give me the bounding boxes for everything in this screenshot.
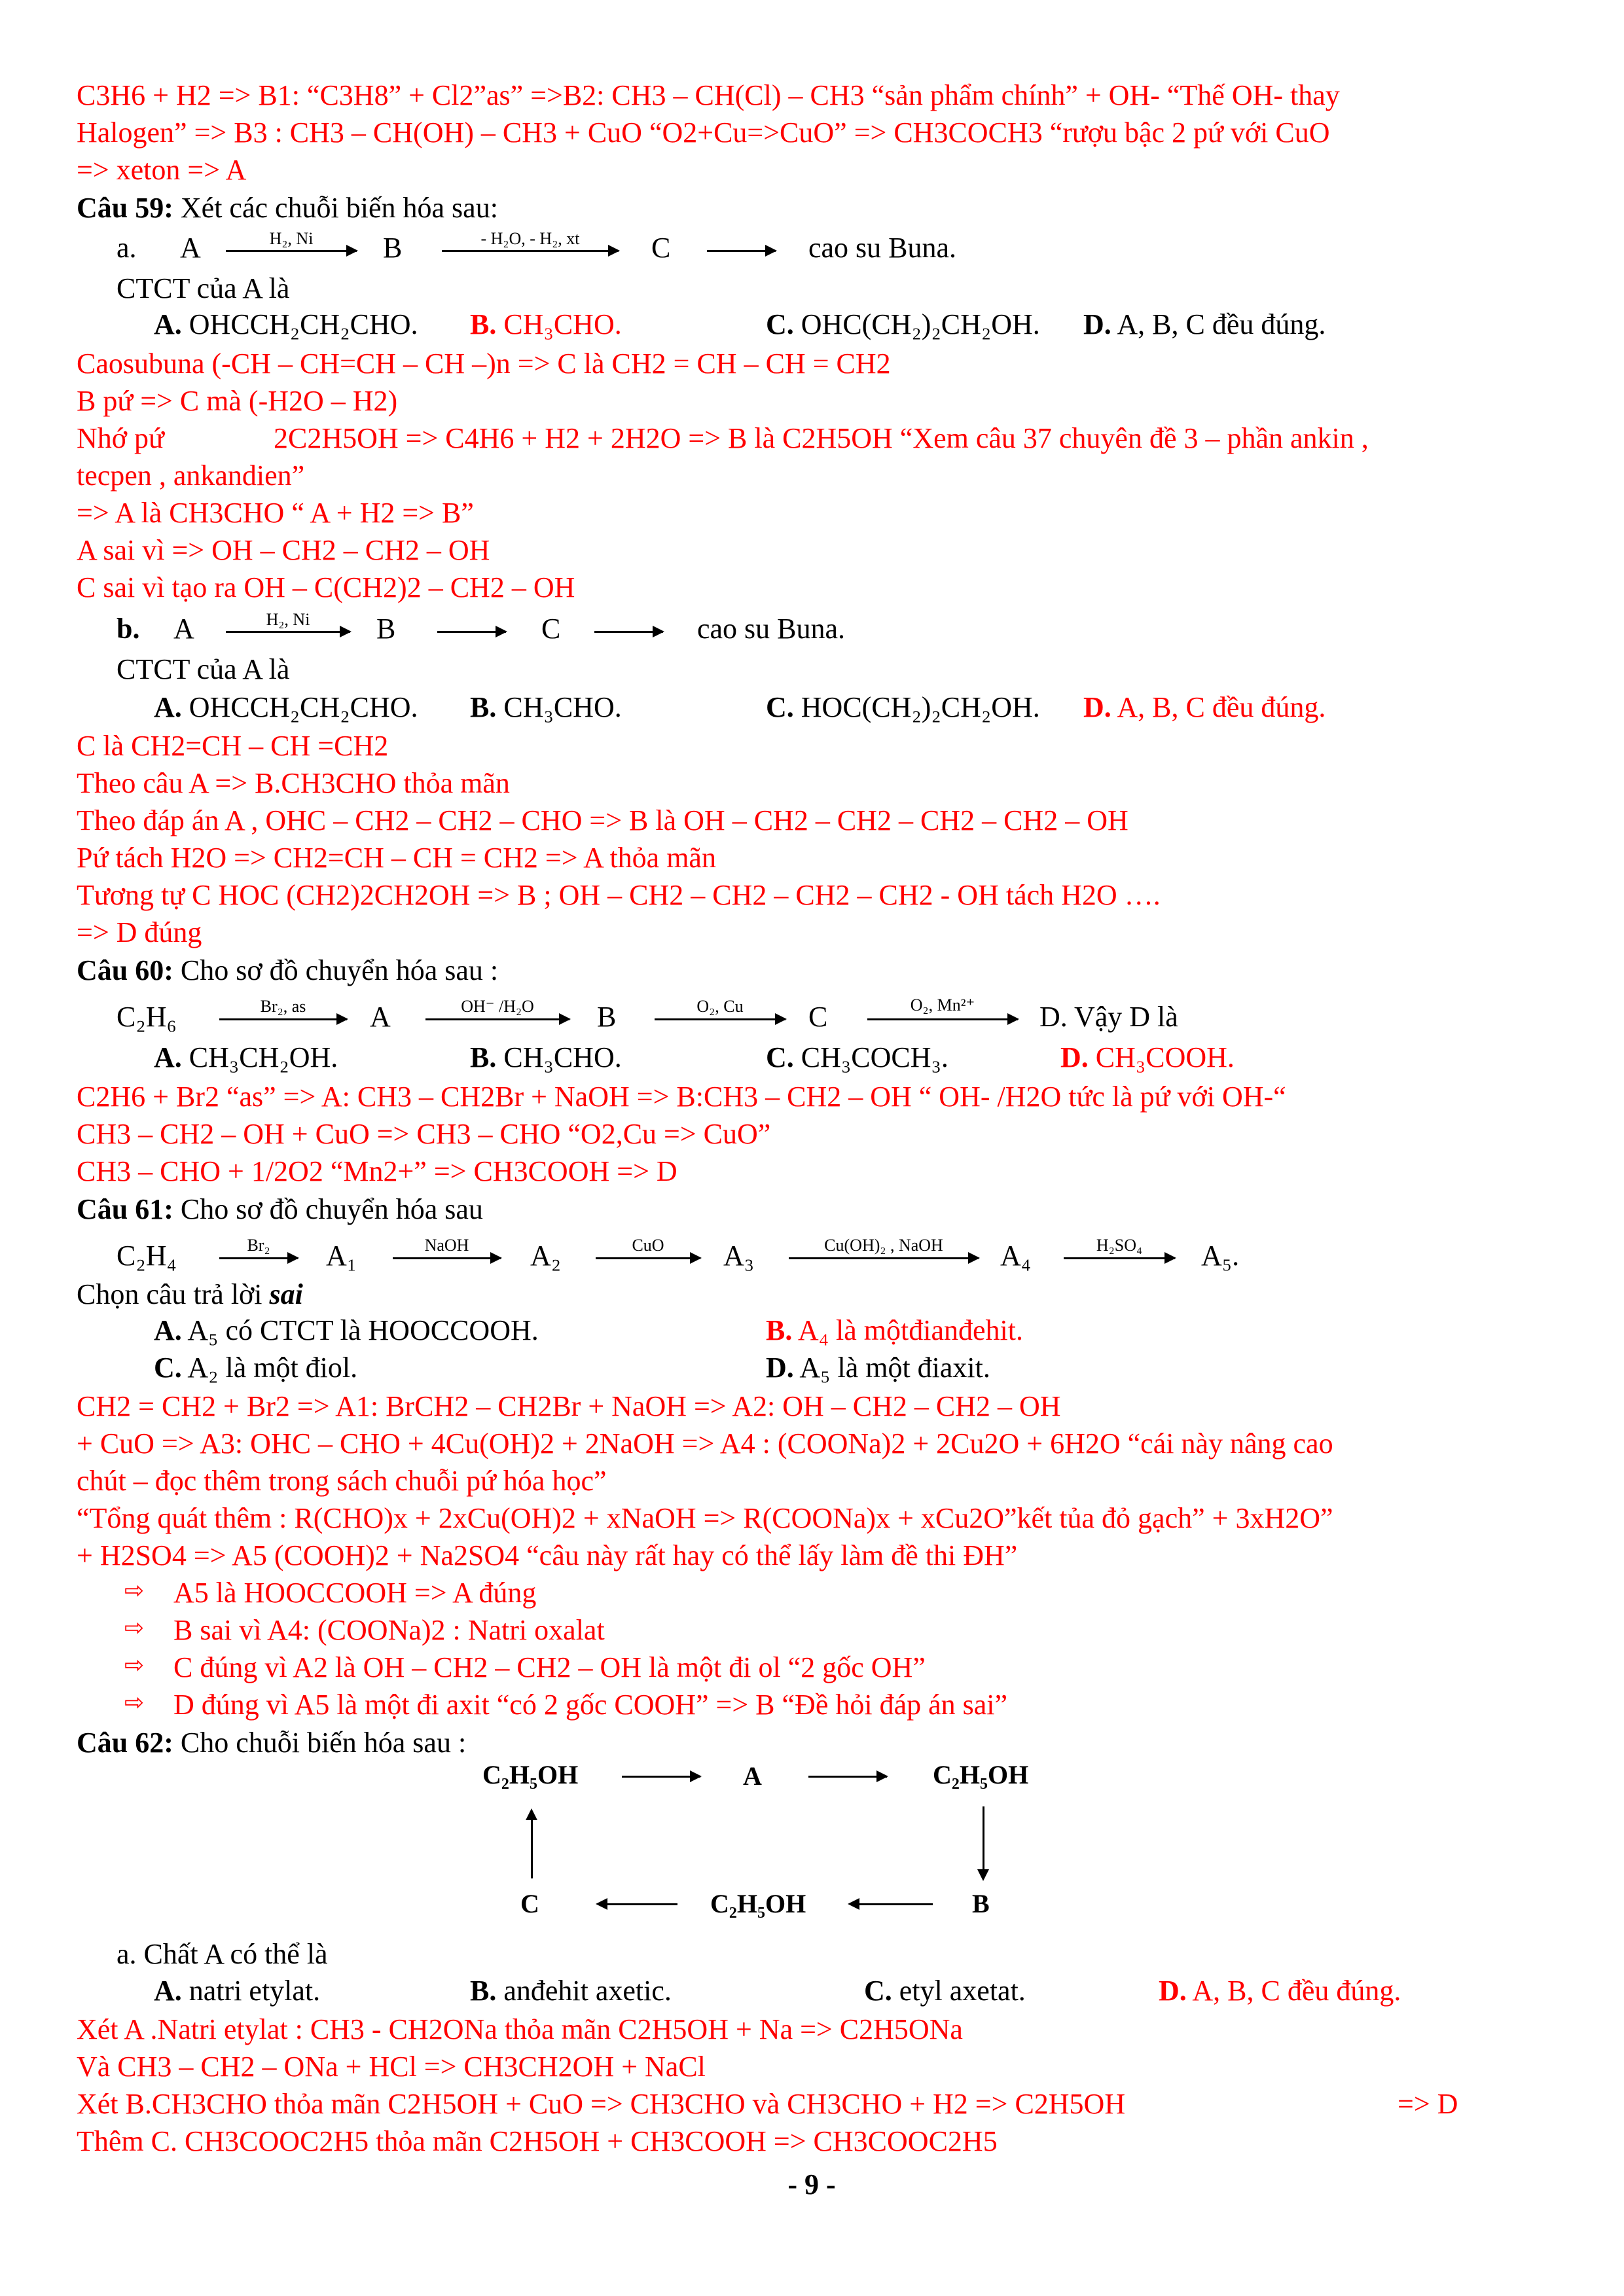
solution-line: Nhớ pứ: [77, 422, 164, 454]
reaction-arrow: [437, 631, 506, 633]
species-B: B: [376, 613, 396, 645]
solution-line: C2H6 + Br2 “as” => A: CH3 – CH2Br + NaOH => B:CH3 – CH2 – OH “ OH- /H2O tức là pứ với OH-“: [77, 1081, 1286, 1113]
arrow-bullet-icon: ⇨: [124, 1615, 145, 1641]
reaction-arrow: [707, 250, 776, 252]
solution-line: C sai vì tạo ra OH – C(CH2)2 – CH2 – OH: [77, 571, 575, 603]
species-A4: A₄: [1000, 1240, 1032, 1272]
arrow-condition: CuO: [632, 1236, 664, 1255]
node-A: A: [743, 1761, 762, 1791]
option-a: A. OHCCH₂CH₂CHO.: [154, 691, 418, 723]
solution-line: => D: [1398, 2088, 1458, 2120]
option-c: C. A₂ là một điol.: [154, 1352, 358, 1384]
question-label: Câu 60:: [77, 954, 173, 986]
option-d: D. A, B, C đều đúng.: [1083, 308, 1326, 340]
page-number: - 9 -: [787, 2168, 836, 2200]
question-62-heading: [77, 1725, 466, 1761]
option-a: A. OHCCH₂CH₂CHO.: [154, 308, 418, 340]
arrow-head-icon: [977, 1869, 989, 1881]
option-c: C. OHC(CH₂)₂CH₂OH.: [766, 308, 1040, 340]
arrow-condition: H₂, Ni: [269, 229, 314, 248]
species-A: A: [370, 1001, 391, 1033]
bullet-item: C đúng vì A2 là OH – CH2 – CH2 – OH là một đi ol “2 gốc OH”: [173, 1651, 926, 1683]
solution-line: 2C2H5OH => C4H6 + H2 + 2H2O => B là C2H5OH “Xem câu 37 chuyên đề 3 – phần ankin ,: [274, 422, 1369, 454]
arrow-bullet-icon: ⇨: [124, 1689, 145, 1716]
species-product: cao su Buna.: [697, 613, 846, 645]
cycle-arrow: [808, 1776, 887, 1778]
solution-line: => A là CH3CHO “ A + H2 => B”: [77, 497, 474, 529]
arrow-condition: O₂, Cu: [696, 997, 744, 1016]
solution-line: Thêm C. CH3COOC2H5 thỏa mãn C2H5OH + CH3COOH => CH3COOC2H5: [77, 2125, 998, 2157]
species-A2: A₂: [530, 1240, 562, 1272]
part-label: a.: [117, 232, 137, 264]
option-c: C. CH₃COCH₃.: [766, 1041, 948, 1073]
question-label: Câu 61:: [77, 1193, 173, 1225]
species-C: C: [808, 1001, 828, 1033]
solution-line: Tương tự C HOC (CH2)2CH2OH => B ; OH – CH2 – CH2 – CH2 – CH2 - OH tách H2O ….: [77, 879, 1161, 911]
solution-line: + H2SO4 => A5 (COOH)2 + Na2SO4 “câu này rất hay có thể lấy làm đề thi ĐH”: [77, 1539, 1018, 1571]
question-label: Câu 59:: [77, 192, 173, 224]
arrow-condition: Br₂, as: [260, 997, 306, 1016]
solution-line: A sai vì => OH – CH2 – CH2 – OH: [77, 534, 490, 566]
reaction-arrow: [219, 1257, 298, 1259]
node-B: B: [972, 1889, 990, 1918]
part-label: b.: [117, 613, 140, 645]
arrow-bullet-icon: ⇨: [124, 1652, 145, 1679]
arrow-condition: O₂, Mn²⁺: [910, 996, 975, 1014]
arrow-head-icon: [596, 1898, 607, 1910]
solution-line: “Tổng quát thêm : R(CHO)x + 2xCu(OH)2 + xNaOH => R(COONa)x + xCu2O”kết tủa đỏ gạch” + 3xH2O”: [77, 1502, 1333, 1534]
bullet-item: A5 là HOOCCOOH => A đúng: [173, 1577, 537, 1609]
cycle-arrow: [531, 1820, 533, 1878]
arrow-condition: - H₂O, - H₂, xt: [480, 229, 580, 248]
arrow-condition: H₂SO₄: [1096, 1236, 1143, 1255]
solution-line: Halogen” => B3 : CH3 – CH(OH) – CH3 + CuO “O2+Cu=>CuO” => CH3COCH3 “rượu bậc 2 pứ với CuO: [77, 117, 1330, 149]
question-title: Cho chuỗi biến hóa sau :: [173, 1727, 467, 1759]
solution-line: Theo đáp án A , OHC – CH2 – CH2 – CHO => B là OH – CH2 – CH2 – CH2 – CH2 – OH: [77, 804, 1128, 836]
solution-line: => xeton => A: [77, 154, 247, 186]
option-d: D. A, B, C đều đúng.: [1083, 691, 1326, 723]
option-d: D. CH₃COOH.: [1060, 1041, 1235, 1073]
reaction-arrow: [442, 250, 619, 252]
arrow-bullet-icon: ⇨: [124, 1577, 145, 1604]
arrow-head-icon: [526, 1808, 537, 1820]
solution-line: Xét B.CH3CHO thỏa mãn C2H5OH + CuO => CH3CHO và CH3CHO + H2 => C2H5OH: [77, 2088, 1126, 2120]
solution-line: Và CH3 – CH2 – ONa + HCl => CH3CH2OH + NaCl: [77, 2051, 706, 2083]
species-A1: A₁: [326, 1240, 357, 1272]
question-prompt: CTCT của A là: [117, 653, 290, 685]
arrow-condition: Cu(OH)₂ , NaOH: [824, 1236, 943, 1255]
cycle-arrow: [605, 1903, 677, 1905]
solution-line: CH3 – CHO + 1/2O2 “Mn2+” => CH3COOH => D: [77, 1155, 677, 1187]
reaction-arrow: [789, 1257, 979, 1259]
solution-line: Theo câu A => B.CH3CHO thỏa mãn: [77, 767, 510, 799]
species-start: C₂H₆: [117, 1001, 177, 1033]
reaction-arrow: [226, 631, 350, 633]
option-b: B. A₄ là mộtđianđehit.: [766, 1314, 1023, 1346]
arrow-head-icon: [848, 1898, 859, 1910]
solution-line: chút – đọc thêm trong sách chuỗi pứ hóa học”: [77, 1465, 607, 1497]
option-d: D. A₅ là một điaxit.: [766, 1352, 990, 1384]
species-B: B: [383, 232, 403, 264]
option-b: B. anđehit axetic.: [470, 1975, 672, 2007]
option-c: C. etyl axetat.: [864, 1975, 1026, 2007]
question-title: Cho sơ đồ chuyển hóa sau: [173, 1193, 483, 1225]
arrow-condition: OH⁻ /H₂O: [461, 997, 534, 1016]
reaction-arrow: [594, 631, 663, 633]
option-b: B. CH₃CHO.: [470, 691, 622, 723]
solution-line: + CuO => A3: OHC – CHO + 4Cu(OH)2 + 2NaOH => A4 : (COONa)2 + 2Cu2O + 6H2O “cái này nâng cao: [77, 1427, 1333, 1460]
species-D: D. Vậy D là: [1039, 1001, 1178, 1033]
arrow-condition: H₂, Ni: [266, 610, 310, 629]
node-c2h5oh-top-left: C₂H₅OH: [482, 1760, 579, 1789]
question-61-heading: [77, 1191, 483, 1228]
species-A5: A₅.: [1201, 1240, 1240, 1272]
species-A3: A₃: [723, 1240, 755, 1272]
question-label: Câu 62:: [77, 1727, 173, 1759]
species-A: A: [180, 232, 201, 264]
arrow-condition: Br₂: [247, 1236, 270, 1255]
option-b: B. CH₃CHO.: [470, 308, 622, 340]
question-59-heading: [77, 190, 498, 226]
option-a: A. A₅ có CTCT là HOOCCOOH.: [154, 1314, 539, 1346]
reaction-arrow: [867, 1018, 1018, 1020]
cycle-arrow: [857, 1903, 933, 1905]
species-B: B: [597, 1001, 617, 1033]
reaction-arrow: [425, 1018, 569, 1020]
species-C: C: [541, 613, 561, 645]
solution-line: CH2 = CH2 + Br2 => A1: BrCH2 – CH2Br + NaOH => A2: OH – CH2 – CH2 – OH: [77, 1390, 1061, 1422]
solution-line: C3H6 + H2 => B1: “C3H8” + Cl2”as” =>B2: CH3 – CH(Cl) – CH3 “sản phẩm chính” + OH- “Thế OH- thay: [77, 79, 1340, 111]
bullet-item: D đúng vì A5 là một đi axit “có 2 gốc COOH” => B “Đề hỏi đáp án sai”: [173, 1689, 1008, 1721]
reaction-arrow: [596, 1257, 700, 1259]
question-60-heading: [77, 952, 498, 989]
node-c2h5oh-top-right: C₂H₅OH: [933, 1760, 1029, 1789]
species-A: A: [173, 613, 194, 645]
reaction-arrow: [393, 1257, 501, 1259]
reaction-arrow: [219, 1018, 347, 1020]
question-prompt: CTCT của A là: [117, 272, 290, 304]
cycle-arrow: [622, 1776, 700, 1778]
option-d: D. A, B, C đều đúng.: [1159, 1975, 1401, 2007]
solution-line: Pứ tách H2O => CH2=CH – CH = CH2 => A thỏa mãn: [77, 842, 716, 874]
cycle-arrow: [983, 1806, 984, 1871]
solution-line: CH3 – CH2 – OH + CuO => CH3 – CHO “O2,Cu => CuO”: [77, 1118, 771, 1150]
solution-line: => D đúng: [77, 916, 202, 948]
question-prompt: a. Chất A có thể là: [117, 1938, 328, 1970]
solution-line: Caosubuna (-CH – CH=CH – CH –)n => C là CH2 = CH – CH = CH2: [77, 348, 891, 380]
species-start: C₂H₄: [117, 1240, 177, 1272]
option-a: A. CH₃CH₂OH.: [154, 1041, 338, 1073]
solution-line: Xét A .Natri etylat : CH3 - CH2ONa thỏa mãn C2H5OH + Na => C2H5ONa: [77, 2013, 963, 2045]
solution-line: tecpen , ankandien”: [77, 459, 305, 492]
question-title: Cho sơ đồ chuyển hóa sau :: [173, 954, 499, 986]
species-product: cao su Buna.: [808, 232, 957, 264]
node-c2h5oh-bottom: C₂H₅OH: [710, 1889, 806, 1918]
solution-line: B pứ => C mà (-H2O – H2): [77, 385, 398, 417]
species-C: C: [651, 232, 671, 264]
reaction-arrow: [1064, 1257, 1175, 1259]
option-c: C. HOC(CH₂)₂CH₂OH.: [766, 691, 1040, 723]
question-prompt: Chọn câu trả lời sai: [77, 1278, 303, 1310]
arrow-condition: NaOH: [424, 1236, 469, 1255]
reaction-arrow: [655, 1018, 785, 1020]
question-title: Xét các chuỗi biến hóa sau:: [173, 192, 498, 224]
option-b: B. CH₃CHO.: [470, 1041, 622, 1073]
option-a: A. natri etylat.: [154, 1975, 321, 2007]
node-C: C: [520, 1889, 539, 1918]
solution-line: C là CH2=CH – CH =CH2: [77, 730, 389, 762]
bullet-item: B sai vì A4: (COONa)2 : Natri oxalat: [173, 1614, 605, 1646]
reaction-arrow: [226, 250, 357, 252]
